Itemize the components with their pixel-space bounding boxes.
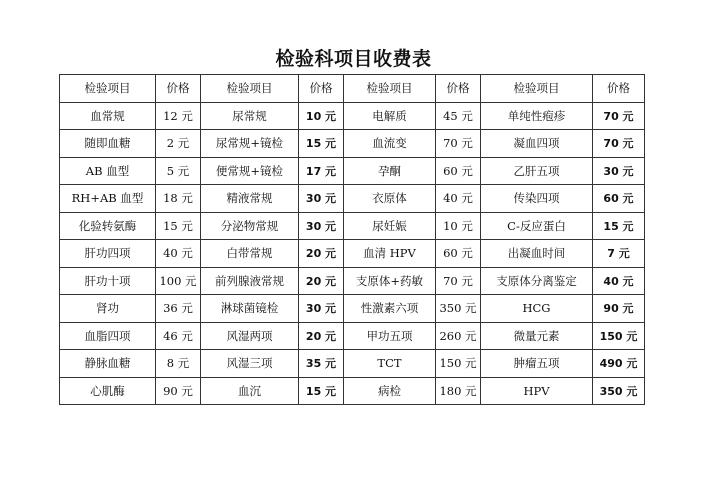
price-cell: 20 元: [299, 240, 344, 268]
price-cell: 45 元: [436, 102, 481, 130]
price-cell: 260 元: [436, 322, 481, 350]
price-cell: 20 元: [299, 267, 344, 295]
table-row: [60, 185, 645, 213]
price-cell: 40 元: [593, 267, 645, 295]
item-name-cell: 肿瘤五项: [481, 350, 593, 378]
header-item-name: 检验项目: [344, 75, 436, 103]
price-cell: 15 元: [593, 212, 645, 240]
price-cell: 70 元: [436, 130, 481, 158]
header-price: 价格: [436, 75, 481, 103]
item-name-cell: 尿妊娠: [344, 212, 436, 240]
item-name-cell: 病检: [344, 377, 436, 405]
table-row: [60, 377, 645, 405]
item-name-cell: 肝功十项: [60, 267, 156, 295]
header-item-name: 检验项目: [201, 75, 299, 103]
item-name-cell: 精液常规: [201, 185, 299, 213]
item-name-cell: 甲功五项: [344, 322, 436, 350]
price-cell: 17 元: [299, 157, 344, 185]
item-name-cell: C-反应蛋白: [481, 212, 593, 240]
price-cell: 350 元: [436, 295, 481, 323]
item-name-cell: 肝功四项: [60, 240, 156, 268]
header-item-name: 检验项目: [60, 75, 156, 103]
price-cell: 30 元: [593, 157, 645, 185]
item-name-cell: 白带常规: [201, 240, 299, 268]
table-header-row: [60, 75, 645, 103]
item-name-cell: 血脂四项: [60, 322, 156, 350]
table-row: [60, 267, 645, 295]
price-cell: 12 元: [156, 102, 201, 130]
item-name-cell: 支原体+药敏: [344, 267, 436, 295]
price-cell: 15 元: [299, 130, 344, 158]
table-row: [60, 212, 645, 240]
item-name-cell: 前列腺液常规: [201, 267, 299, 295]
price-cell: 100 元: [156, 267, 201, 295]
item-name-cell: 分泌物常规: [201, 212, 299, 240]
price-cell: 70 元: [436, 267, 481, 295]
item-name-cell: HPV: [481, 377, 593, 405]
item-name-cell: 便常规+镜检: [201, 157, 299, 185]
table-row: [60, 350, 645, 378]
price-cell: 60 元: [436, 240, 481, 268]
item-name-cell: 血沉: [201, 377, 299, 405]
item-name-cell: 性激素六项: [344, 295, 436, 323]
price-cell: 7 元: [593, 240, 645, 268]
price-cell: 10 元: [299, 102, 344, 130]
price-cell: 20 元: [299, 322, 344, 350]
item-name-cell: 化验转氨酶: [60, 212, 156, 240]
item-name-cell: 微量元素: [481, 322, 593, 350]
price-cell: 30 元: [299, 185, 344, 213]
header-item-name: 检验项目: [481, 75, 593, 103]
price-cell: 60 元: [436, 157, 481, 185]
item-name-cell: 肾功: [60, 295, 156, 323]
table-row: [60, 240, 645, 268]
item-name-cell: 电解质: [344, 102, 436, 130]
item-name-cell: 淋球菌镜检: [201, 295, 299, 323]
price-cell: 350 元: [593, 377, 645, 405]
item-name-cell: 心肌酶: [60, 377, 156, 405]
price-cell: 180 元: [436, 377, 481, 405]
item-name-cell: 出凝血时间: [481, 240, 593, 268]
price-cell: 30 元: [299, 212, 344, 240]
price-cell: 90 元: [593, 295, 645, 323]
item-name-cell: 尿常规+镜检: [201, 130, 299, 158]
item-name-cell: 传染四项: [481, 185, 593, 213]
item-name-cell: 血常规: [60, 102, 156, 130]
price-cell: 30 元: [299, 295, 344, 323]
table-row: [60, 295, 645, 323]
table-row: [60, 157, 645, 185]
price-cell: 40 元: [156, 240, 201, 268]
item-name-cell: AB 血型: [60, 157, 156, 185]
price-cell: 90 元: [156, 377, 201, 405]
price-cell: 10 元: [436, 212, 481, 240]
fee-table: [59, 74, 645, 405]
price-cell: 70 元: [593, 130, 645, 158]
item-name-cell: 尿常规: [201, 102, 299, 130]
header-price: 价格: [156, 75, 201, 103]
table-row: [60, 130, 645, 158]
header-price: 价格: [299, 75, 344, 103]
price-cell: 2 元: [156, 130, 201, 158]
item-name-cell: 风湿两项: [201, 322, 299, 350]
price-cell: 15 元: [156, 212, 201, 240]
item-name-cell: 凝血四项: [481, 130, 593, 158]
item-name-cell: 衣原体: [344, 185, 436, 213]
price-cell: 150 元: [593, 322, 645, 350]
page-title: 检验科项目收费表: [275, 48, 432, 70]
price-cell: 5 元: [156, 157, 201, 185]
price-cell: 40 元: [436, 185, 481, 213]
table-row: [60, 102, 645, 130]
price-cell: 150 元: [436, 350, 481, 378]
price-cell: 46 元: [156, 322, 201, 350]
price-cell: 18 元: [156, 185, 201, 213]
item-name-cell: 血清 HPV: [344, 240, 436, 268]
item-name-cell: 随即血糖: [60, 130, 156, 158]
item-name-cell: TCT: [344, 350, 436, 378]
item-name-cell: 单纯性疱疹: [481, 102, 593, 130]
price-cell: 8 元: [156, 350, 201, 378]
item-name-cell: 血流变: [344, 130, 436, 158]
item-name-cell: 孕酮: [344, 157, 436, 185]
item-name-cell: 支原体分离鉴定: [481, 267, 593, 295]
price-cell: 70 元: [593, 102, 645, 130]
price-cell: 60 元: [593, 185, 645, 213]
price-cell: 15 元: [299, 377, 344, 405]
price-cell: 490 元: [593, 350, 645, 378]
item-name-cell: 风湿三项: [201, 350, 299, 378]
header-price: 价格: [593, 75, 645, 103]
price-cell: 36 元: [156, 295, 201, 323]
price-cell: 35 元: [299, 350, 344, 378]
item-name-cell: HCG: [481, 295, 593, 323]
item-name-cell: 静脉血糖: [60, 350, 156, 378]
item-name-cell: 乙肝五项: [481, 157, 593, 185]
table-row: [60, 322, 645, 350]
item-name-cell: RH+AB 血型: [60, 185, 156, 213]
